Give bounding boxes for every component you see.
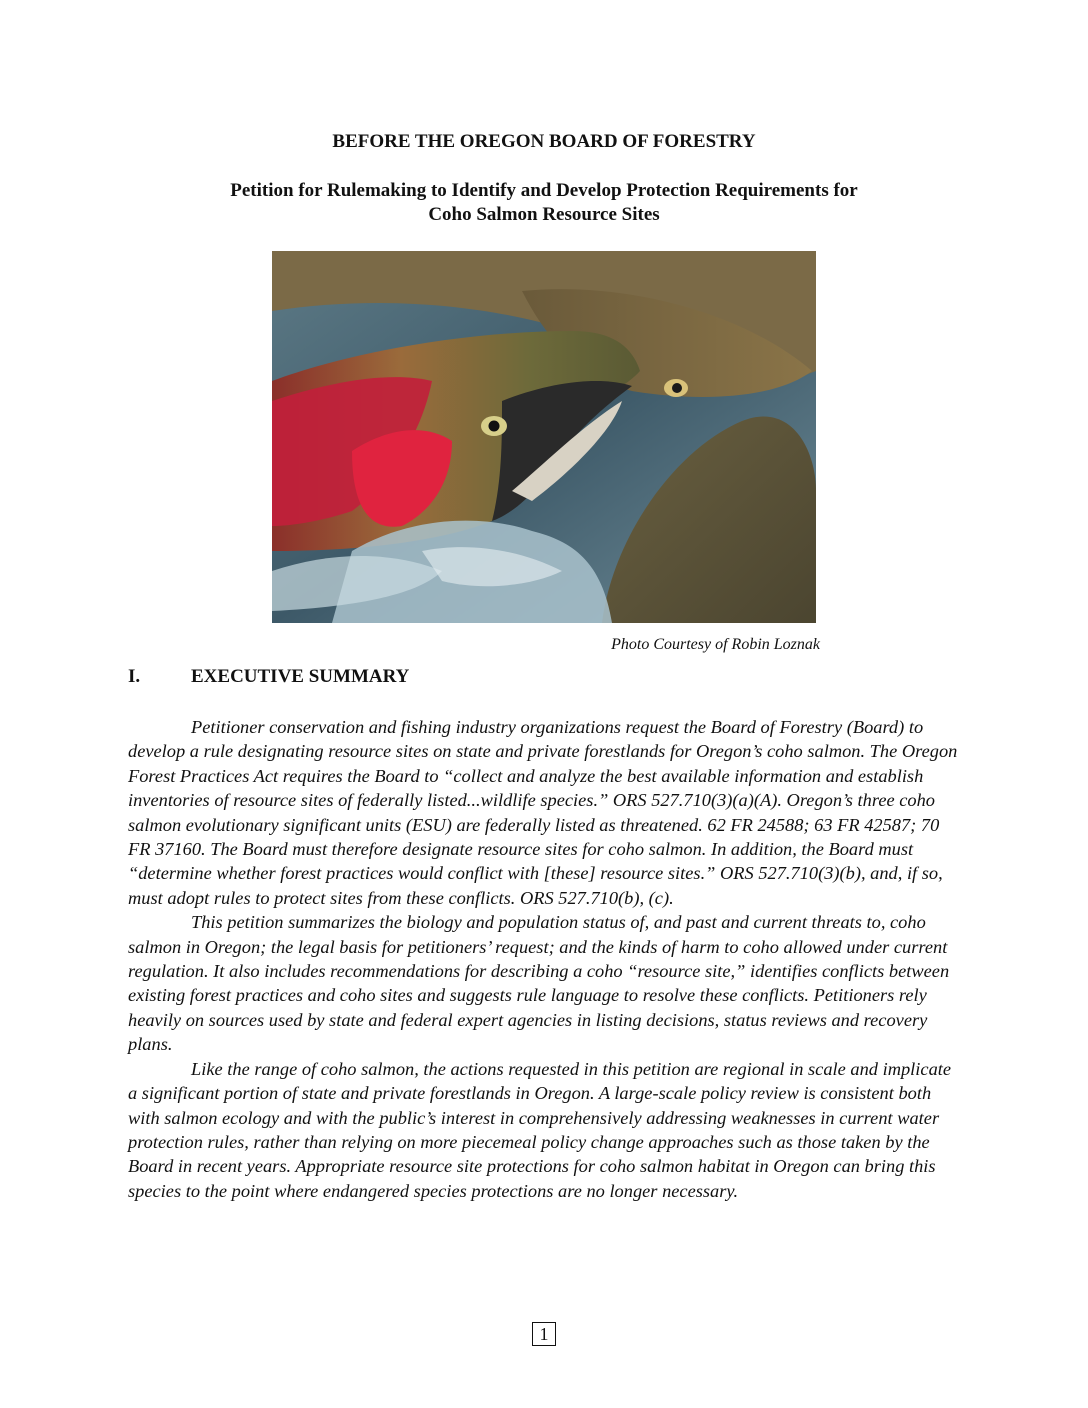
summary-paragraph: Like the range of coho salmon, the actions requested in this petition are regional in scale and implicate a significant portion of state and private forestlands in Oregon. A large-scale policy review is consistent both with salmon ecology and with the public’s interest in comprehensively addressing weaknesses in current water protection rules, rather than relying on more piecemeal policy change approaches such as those taken by the Board in recent years. Appropriate resource site protections for coho salmon habitat in Oregon can bring this species to the point where endangered species protections are no longer necessary. xyxy=(128,1058,952,1201)
section-heading xyxy=(128,666,409,688)
board-title: BEFORE THE OREGON BOARD OF FORESTRY xyxy=(332,131,756,152)
section-title: EXECUTIVE SUMMARY xyxy=(191,666,410,687)
petition-title xyxy=(0,179,1088,227)
page-number: 1 xyxy=(532,1322,556,1346)
executive-summary-body xyxy=(128,715,964,1203)
coho-salmon-photo xyxy=(272,251,816,623)
petition-title-line2: Coho Salmon Resource Sites xyxy=(428,204,660,225)
section-number: I. xyxy=(128,666,141,687)
summary-paragraph: This petition summarizes the biology and population status of, and past and current threats to, coho salmon in Oregon; the legal basis for petitioners’ request; and the kinds of harm to coho allowed under current regulation. It also includes recommendations for describing a coho “resource site,” identifies conflicts between existing forest practices and coho sites and suggests rule language to resolve these conflicts. Petitioners rely heavily on sources used by state and federal expert agencies in listing decisions, status reviews and recovery plans. xyxy=(128,912,950,1055)
summary-paragraph: Petitioner conservation and fishing industry organizations request the Board of Forestry (Board) to develop a rule designating resource sites on state and private forestlands for Oregon’s coho salmon. The Oregon Forest Practices Act requires the Board to “collect and analyze the best available information and establish inventories of resource sites of federally listed...wildlife species.” ORS 527.710(3)(a)(A). Oregon’s three coho salmon evolutionary significant units (ESU) are federally listed as threatened. 62 FR 24588; 63 FR 42587; 70 FR 37160. The Board must therefore designate resource sites for coho salmon. In addition, the Board must “determine whether forest practices would conflict with [these] resource sites.” ORS 527.710(3)(b), and, if so, must adopt rules to protect sites from these conflicts. ORS 527.710(b), (c). xyxy=(128,717,958,908)
salmon-illustration xyxy=(272,251,816,623)
photo-credit: Photo Courtesy of Robin Loznak xyxy=(611,636,820,653)
petition-title-line1: Petition for Rulemaking to Identify and Develop Protection Requirements for xyxy=(230,180,858,201)
